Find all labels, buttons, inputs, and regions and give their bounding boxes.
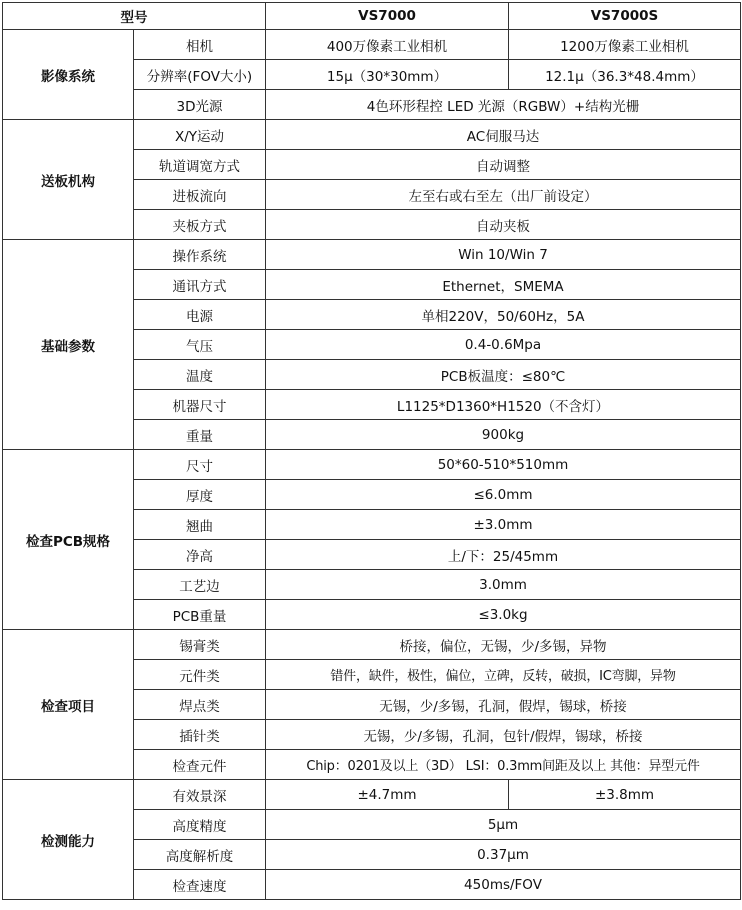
- cell-value: L1125*D1360*H1520（不含灯）: [266, 390, 741, 420]
- cell-value: 错件，缺件，极性，偏位，立碑，反转，破损，IC弯脚，异物: [266, 660, 741, 690]
- group-imaging: 影像系统: [3, 30, 134, 120]
- spec-table: [2, 2, 741, 900]
- cell-value: 无锡，少/多锡，孔洞，假焊，锡球，桥接: [266, 690, 741, 720]
- cell-value: 单相220V，50/60Hz，5A: [266, 300, 741, 330]
- row-label: 锡膏类: [134, 630, 266, 660]
- cell-value-a: 400万像素工业相机: [266, 30, 509, 60]
- row-label: 夹板方式: [134, 210, 266, 240]
- group-items: 检查项目: [3, 630, 134, 780]
- cell-value: 0.4-0.6Mpa: [266, 330, 741, 360]
- row-label: 高度解析度: [134, 840, 266, 870]
- row-label: X/Y运动: [134, 120, 266, 150]
- table-row: [3, 30, 741, 60]
- model-a-header: VS7000: [266, 3, 509, 30]
- row-label: 轨道调宽方式: [134, 150, 266, 180]
- row-label: 相机: [134, 30, 266, 60]
- table-row: [3, 450, 741, 480]
- row-label: 厚度: [134, 480, 266, 510]
- row-label: 有效景深: [134, 780, 266, 810]
- group-conveyor: 送板机构: [3, 120, 134, 240]
- cell-value: 4色环形程控 LED 光源（RGBW）+结构光栅: [266, 90, 741, 120]
- cell-value: 450ms/FOV: [266, 870, 741, 900]
- cell-value: 自动调整: [266, 150, 741, 180]
- cell-value: 上/下：25/45mm: [266, 540, 741, 570]
- row-label: 操作系统: [134, 240, 266, 270]
- table-row: [3, 240, 741, 270]
- group-pcb: 检查PCB规格: [3, 450, 134, 630]
- cell-value: 0.37μm: [266, 840, 741, 870]
- row-label: 尺寸: [134, 450, 266, 480]
- cell-value-b: 12.1μ（36.3*48.4mm）: [509, 60, 741, 90]
- cell-value: AC伺服马达: [266, 120, 741, 150]
- row-label: 检查元件: [134, 750, 266, 780]
- row-label: 净高: [134, 540, 266, 570]
- row-label: 工艺边: [134, 570, 266, 600]
- row-label: 高度精度: [134, 810, 266, 840]
- row-label: 分辨率(FOV大小): [134, 60, 266, 90]
- cell-value: PCB板温度：≤80℃: [266, 360, 741, 390]
- group-basic: 基础参数: [3, 240, 134, 450]
- row-label: 3D光源: [134, 90, 266, 120]
- cell-value: Chip：0201及以上（3D） LSI：0.3mm间距及以上 其他：异型元件: [266, 750, 741, 780]
- cell-value: ±3.0mm: [266, 510, 741, 540]
- cell-value: 3.0mm: [266, 570, 741, 600]
- cell-value-b: 1200万像素工业相机: [509, 30, 741, 60]
- row-label: 气压: [134, 330, 266, 360]
- cell-value: ≤6.0mm: [266, 480, 741, 510]
- row-label: 焊点类: [134, 690, 266, 720]
- cell-value: 50*60-510*510mm: [266, 450, 741, 480]
- model-header: 型号: [3, 3, 266, 30]
- cell-value-a: 15μ（30*30mm）: [266, 60, 509, 90]
- cell-value: 无锡，少/多锡，孔洞，包针/假焊，锡球，桥接: [266, 720, 741, 750]
- model-b-header: VS7000S: [509, 3, 741, 30]
- row-label: 重量: [134, 420, 266, 450]
- row-label: 机器尺寸: [134, 390, 266, 420]
- table-row: [3, 630, 741, 660]
- cell-value: Win 10/Win 7: [266, 240, 741, 270]
- cell-value: 5μm: [266, 810, 741, 840]
- row-label: 电源: [134, 300, 266, 330]
- table-header-row: [3, 3, 741, 30]
- cell-value: 桥接，偏位，无锡，少/多锡，异物: [266, 630, 741, 660]
- row-label: 元件类: [134, 660, 266, 690]
- cell-value: 自动夹板: [266, 210, 741, 240]
- row-label: 检查速度: [134, 870, 266, 900]
- row-label: 通讯方式: [134, 270, 266, 300]
- cell-value-a: ±4.7mm: [266, 780, 509, 810]
- cell-value: Ethernet，SMEMA: [266, 270, 741, 300]
- cell-value-b: ±3.8mm: [509, 780, 741, 810]
- cell-value: 左至右或右至左（出厂前设定）: [266, 180, 741, 210]
- cell-value: 900kg: [266, 420, 741, 450]
- table-row: [3, 780, 741, 810]
- row-label: 进板流向: [134, 180, 266, 210]
- row-label: 插针类: [134, 720, 266, 750]
- table-row: [3, 120, 741, 150]
- cell-value: ≤3.0kg: [266, 600, 741, 630]
- row-label: 翘曲: [134, 510, 266, 540]
- group-capability: 检测能力: [3, 780, 134, 900]
- row-label: PCB重量: [134, 600, 266, 630]
- row-label: 温度: [134, 360, 266, 390]
